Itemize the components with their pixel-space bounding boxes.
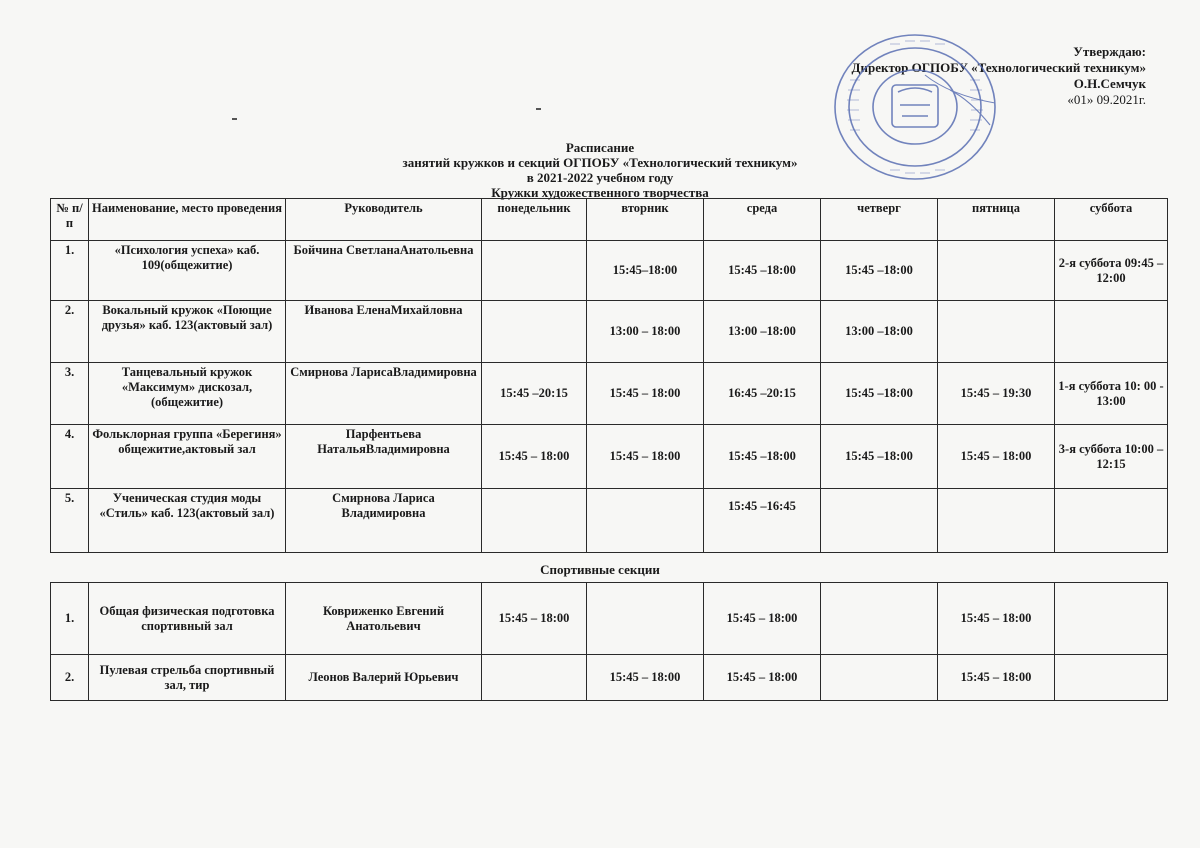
section-title-art: Кружки художественного творчества bbox=[491, 185, 709, 200]
header-saturday: суббота bbox=[1055, 199, 1168, 241]
table-row bbox=[51, 301, 1168, 363]
cell-leader: Парфентьева НатальяВладимировна bbox=[286, 425, 482, 489]
cell-friday bbox=[938, 489, 1055, 553]
header-thursday: четверг bbox=[821, 199, 938, 241]
table-row bbox=[51, 363, 1168, 425]
cell-wednesday: 15:45 –18:00 bbox=[704, 425, 821, 489]
cell-name: Пулевая стрельба спортивный зал, тир bbox=[89, 655, 286, 701]
header-friday: пятница bbox=[938, 199, 1055, 241]
table-row bbox=[51, 583, 1168, 655]
cell-monday bbox=[482, 655, 587, 701]
cell-friday bbox=[938, 301, 1055, 363]
cell-monday: 15:45 – 18:00 bbox=[482, 583, 587, 655]
cell-monday bbox=[482, 241, 587, 301]
cell-thursday bbox=[821, 489, 938, 553]
cell-leader: Бойчина СветланаАнатольевна bbox=[286, 241, 482, 301]
approval-line-2: Директор ОГПОБУ «Технологический техникум» bbox=[851, 60, 1146, 75]
cell-thursday: 15:45 –18:00 bbox=[821, 363, 938, 425]
table-row bbox=[51, 241, 1168, 301]
header-num: № п/п bbox=[51, 199, 89, 241]
cell-tuesday bbox=[587, 583, 704, 655]
scan-speck bbox=[536, 108, 541, 110]
cell-wednesday: 15:45 –16:45 bbox=[704, 489, 821, 553]
cell-wednesday: 15:45 –18:00 bbox=[704, 241, 821, 301]
cell-saturday: 1-я суббота 10: 00 - 13:00 bbox=[1055, 363, 1168, 425]
scan-speck bbox=[232, 118, 237, 120]
cell-name: Вокальный кружок «Поющие друзья» каб. 123(актовый зал) bbox=[89, 301, 286, 363]
cell-friday: 15:45 – 18:00 bbox=[938, 425, 1055, 489]
cell-saturday bbox=[1055, 489, 1168, 553]
cell-leader: Леонов Валерий Юрьевич bbox=[286, 655, 482, 701]
header-row bbox=[51, 199, 1168, 241]
table-row bbox=[51, 655, 1168, 701]
cell-wednesday: 16:45 –20:15 bbox=[704, 363, 821, 425]
cell-num: 5. bbox=[51, 489, 89, 553]
cell-monday: 15:45 – 18:00 bbox=[482, 425, 587, 489]
cell-name: Ученическая студия моды «Стиль» каб. 123(актовый зал) bbox=[89, 489, 286, 553]
cell-tuesday: 15:45–18:00 bbox=[587, 241, 704, 301]
cell-monday: 15:45 –20:15 bbox=[482, 363, 587, 425]
cell-leader: Смирнова ЛарисаВладимировна bbox=[286, 363, 482, 425]
header-monday: понедельник bbox=[482, 199, 587, 241]
title-line-1: Расписание bbox=[565, 140, 635, 155]
cell-leader: Ковриженко Евгений Анатольевич bbox=[286, 583, 482, 655]
cell-thursday bbox=[821, 583, 938, 655]
cell-num: 3. bbox=[51, 363, 89, 425]
cell-tuesday: 15:45 – 18:00 bbox=[587, 655, 704, 701]
cell-leader: Иванова ЕленаМихайловна bbox=[286, 301, 482, 363]
cell-name: Фольклорная группа «Берегиня» общежитие,актовый зал bbox=[89, 425, 286, 489]
table-row bbox=[51, 425, 1168, 489]
cell-friday: 15:45 – 18:00 bbox=[938, 655, 1055, 701]
header-wednesday: среда bbox=[704, 199, 821, 241]
cell-thursday: 13:00 –18:00 bbox=[821, 301, 938, 363]
header-tuesday: вторник bbox=[587, 199, 704, 241]
approval-line-3: О.Н.Семчук bbox=[1073, 76, 1146, 91]
cell-name: Танцевальный кружок «Максимум» дискозал,(общежитие) bbox=[89, 363, 286, 425]
cell-thursday: 15:45 –18:00 bbox=[821, 425, 938, 489]
cell-saturday bbox=[1055, 583, 1168, 655]
title-line-2: занятий кружков и секций ОГПОБУ «Технологический техникум» bbox=[402, 155, 798, 170]
cell-wednesday: 13:00 –18:00 bbox=[704, 301, 821, 363]
cell-saturday: 3-я суббота 10:00 – 12:15 bbox=[1055, 425, 1168, 489]
cell-num: 1. bbox=[51, 583, 89, 655]
art-clubs-table bbox=[50, 198, 1168, 553]
section-title-sport: Спортивные секции bbox=[540, 562, 660, 577]
cell-saturday: 2-я суббота 09:45 – 12:00 bbox=[1055, 241, 1168, 301]
cell-tuesday: 15:45 – 18:00 bbox=[587, 363, 704, 425]
cell-name: Общая физическая подготовка спортивный зал bbox=[89, 583, 286, 655]
cell-num: 2. bbox=[51, 655, 89, 701]
cell-thursday: 15:45 –18:00 bbox=[821, 241, 938, 301]
cell-saturday bbox=[1055, 301, 1168, 363]
cell-friday: 15:45 – 19:30 bbox=[938, 363, 1055, 425]
cell-thursday bbox=[821, 655, 938, 701]
cell-leader: Смирнова Лариса Владимировна bbox=[286, 489, 482, 553]
header-name: Наименование, место проведения bbox=[89, 199, 286, 241]
cell-saturday bbox=[1055, 655, 1168, 701]
document-title bbox=[300, 140, 900, 200]
cell-wednesday: 15:45 – 18:00 bbox=[704, 583, 821, 655]
cell-num: 1. bbox=[51, 241, 89, 301]
cell-tuesday: 13:00 – 18:00 bbox=[587, 301, 704, 363]
sport-sections-table bbox=[50, 582, 1168, 701]
cell-friday bbox=[938, 241, 1055, 301]
approval-line-1: Утверждаю: bbox=[1073, 44, 1146, 59]
cell-monday bbox=[482, 301, 587, 363]
cell-wednesday: 15:45 – 18:00 bbox=[704, 655, 821, 701]
header-leader: Руководитель bbox=[286, 199, 482, 241]
table-row bbox=[51, 489, 1168, 553]
cell-tuesday: 15:45 – 18:00 bbox=[587, 425, 704, 489]
cell-name: «Психология успеха» каб. 109(общежитие) bbox=[89, 241, 286, 301]
cell-monday bbox=[482, 489, 587, 553]
cell-num: 4. bbox=[51, 425, 89, 489]
title-line-3: в 2021-2022 учебном году bbox=[526, 170, 674, 185]
cell-friday: 15:45 – 18:00 bbox=[938, 583, 1055, 655]
cell-num: 2. bbox=[51, 301, 89, 363]
cell-tuesday bbox=[587, 489, 704, 553]
approval-date: «01» 09.2021г. bbox=[1067, 92, 1146, 107]
